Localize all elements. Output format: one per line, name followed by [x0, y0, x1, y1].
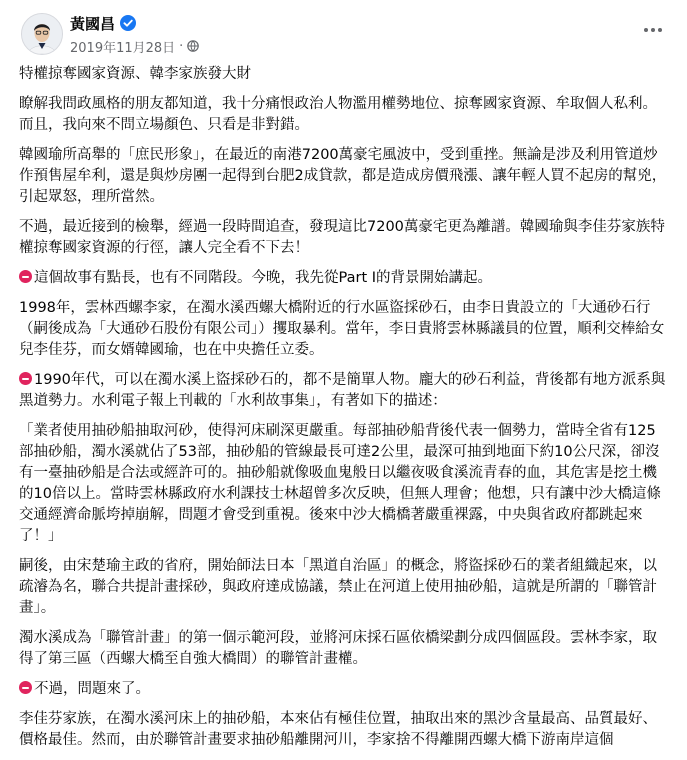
- more-dot: [651, 28, 655, 32]
- paragraph-intro: 瞭解我問政風格的朋友都知道，我十分痛恨政治人物濫用權勢地位、掠奪國家資源、牟取個人私利。而且，我向來不問立場顏色、只看是非對錯。: [19, 96, 657, 133]
- paragraph-1990s: [19, 370, 667, 412]
- meta-separator: ·: [179, 38, 184, 54]
- author-row: [70, 13, 136, 33]
- verified-badge-icon: [120, 15, 136, 31]
- post-date[interactable]: 2019年11月28日: [70, 40, 176, 56]
- post-body: [19, 64, 667, 760]
- no-entry-emoji-icon: [19, 270, 32, 283]
- paragraph-text: 1990年代，可以在濁水溪上盜採砂石的，都不是簡單人物。龐大的砂石利益，背後都有地方派系與黑道勢力。水利電子報上刊載的「水利故事集」，有著如下的描述：: [19, 372, 666, 409]
- more-options-icon[interactable]: [639, 22, 667, 38]
- more-dot: [658, 28, 662, 32]
- no-entry-emoji-icon: [19, 372, 32, 385]
- paragraph-problem: [19, 679, 667, 700]
- post-header: [0, 0, 687, 62]
- paragraph-family: 李佳芬家族，在濁水溪河床上的抽砂船，本來佔有極佳位置，抽取出來的黑沙含量最高、品質最好、價格最佳。然而，由於聯管計畫要求抽砂船離開河川，李家捨不得離開西螺大橋下游南岸這個: [19, 711, 657, 748]
- paragraph-1998: 1998年，雲林西螺李家，在濁水溪西螺大橋附近的行水區盜採砂石，由李日貴設立的「大通砂石行（嗣後成為「大通砂石股份有限公司」）攫取暴利。當年，李日貴將雲林縣議員的位置，順利交棒給女兒李佳芬，而女婿韓國瑜，也在中央擔任立委。: [19, 300, 665, 358]
- profile-photo: [22, 14, 62, 54]
- paragraph-quote: 「業者使用抽砂船抽取河砂，使得河床刷深更嚴重。每部抽砂船背後代表一個勢力，當時全省有125部抽砂船，濁水溪就佔了53部，抽砂船的管線最長可達2公里，最深可抽到地面下約10公尺深，卻沒有一臺抽砂船是合法或經許可的。抽砂船就像吸血鬼般日以繼夜吸食溪流青春的血，其危害是挖土機的10倍以上。當時雲林縣政府水利課技士林超曾多次反映，但無人理會；他想，只有讓中沙大橋這條交通經濟命脈垮掉崩解，問題才會受到重視。後來中沙大橋橋著嚴重裸露，中央與省政府都跳起來了！」: [19, 423, 661, 544]
- paragraph-text: 不過，問題來了。: [34, 681, 150, 697]
- paragraph-province: 嗣後，由宋楚瑜主政的省府，開始師法日本「黑道自治區」的概念，將盜採砂石的業者組織起來，以疏濬為名，聯合共提計畫採砂，與政府達成協議，禁止在河道上使用抽砂船，這就是所謂的「聯管計畫」。: [19, 558, 657, 616]
- paragraph-zones: 濁水溪成為「聯管計畫」的第一個示範河段，並將河床採石區依橋梁劃分成四個區段。雲林李家，取得了第三區（西螺大橋至自強大橋間）的聯管計畫權。: [19, 630, 657, 667]
- post-heading: 特權掠奪國家資源、韓李家族發大財: [19, 66, 251, 82]
- paragraph-text: 這個故事有點長，也有不同階段。今晚，我先從Part I的背景開始講起。: [34, 270, 493, 286]
- more-dot: [644, 28, 648, 32]
- author-name[interactable]: 黃國昌: [70, 14, 116, 33]
- paragraph-report: 不過，最近接到的檢舉，經過一段時間追查，發現這比7200萬豪宅更為離譜。韓國瑜與李佳芬家族特權掠奪國家資源的行徑，讓人完全看不下去！: [19, 219, 665, 256]
- paragraph-part-one: [19, 268, 667, 289]
- no-entry-emoji-icon: [19, 681, 32, 694]
- paragraph-mansion: 韓國瑜所高舉的「庶民形象」，在最近的南港7200萬豪宅風波中，受到重挫。無論是涉及利用管道炒作預售屋牟利，還是與炒房團一起得到台肥2成貸款，都是造成房價飛漲、讓年輕人買不起房的幫兇，引起眾怒，理所當然。: [19, 147, 667, 205]
- globe-icon[interactable]: [187, 40, 199, 52]
- avatar[interactable]: [21, 13, 63, 55]
- post-meta: [70, 37, 199, 55]
